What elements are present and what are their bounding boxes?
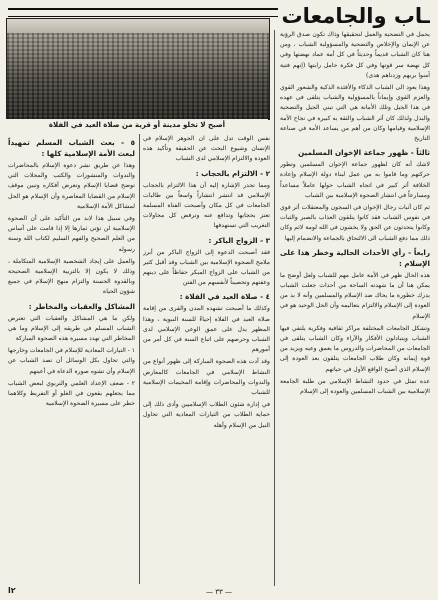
subheading: ٤ - صلاة العيد في الفلاة : (179, 292, 270, 302)
paragraph: لاشك أنه كان لظهور جماعة الإخوان المسلمين وتطور حركتهم وما قاموا به من عمل لبناء دولة الإسلام وإعادة الخلافة أثر كبير في اتجاه الشباب حولها عاملاً مساعداً ومسارعاً في انتشار الصحوة الإسلامية بين الشباب (280, 161, 430, 199)
paragraph: وتشكل الجامعات المختلفة مراكز ثقافية وفكرية يلتقي فيها الشباب ويتبادلون الأفكار والآراء وكان الشباب يتلقى في الجامعات من المحاضرات والدروس ما يعمق وعيه ويزيد من قوة إيمانه وكان طلاب الجامعات يتلقون بعد العودة إلى الإسلام الذي أصبح الواقع الأول في حياتهم (280, 324, 430, 373)
paragraph: ٢ - ضعف الإعداد العلمي والتربوي لبعض الشباب مما يجعلهم يقعون في الغلو أو التفريط وكلاهما خطر على مسيرة الصحوة الإسلامية (8, 379, 135, 408)
subheading: ٣ - الزواج الباكر : (208, 235, 270, 245)
subheading: المشاكل والعقبات والمخاطر : (28, 301, 135, 311)
column-middle (143, 134, 270, 586)
paragraph: ثم كان أثبات رجال الإخوان في السجون والمعتقلات أثر قوي في نفوس الشباب فقد كانوا يتلقون العذاب بالصبر والثبات وكانوا يتحدثون عن الحق ولا يخشون في الله لومة لائم وكان ذلك مما دفع الشباب الى الالتحاق بالجماعة والانضمام إليها (280, 204, 430, 242)
paragraph: ١ - التيارات المعادية للإسلام في الجامعات وخارجها والتي تحاول بكل الوسائل أن تصد الشباب عن الإسلام وأن تشوه صورة الدعاة في أعينهم (8, 347, 135, 375)
paragraph: وكذلك ما أصبحت تشهده المدن والقرى من إقامة صلاة العيد في الفلاة إحياءً للسنة النبوية ، وهذا المظهر يدل على عمق الوعي الإسلامي لدى الشباب وحرصهم على اتباع السنة في كل أمر من أمورهم (143, 305, 270, 354)
photo-caption: أصبح لا تخلو مدينة أو قرية من صلاة العيد في الفلاة (6, 119, 268, 131)
paragraph: ومما تجدر الإشارة إليه أن هذا الالتزام بالحجاب الإسلامي قد انتشر انتشاراً واسعاً بين طالبات الجامعات في كل مكان وأصبحت الفتاة المسلمة تعتز بحجابها وتدافع عنه وترفض كل محاولات التغريب التي تستهدفها (143, 181, 270, 230)
paragraph: فقد أصبحت الدعوة إلى الزواج الباكر من أبرز ملامح الصحوة الإسلامية بين الشباب وقد أقبل كثير من الشباب على الزواج المبكر حفاظاً على دينهم وعفتهم وتحصيناً لأنفسهم من الفتن (143, 248, 270, 287)
subheading: رابعاً - رأي الأحداث الحالية وخطر هذا على الإسلام : (280, 247, 430, 268)
corner-mark: ٢ا (8, 586, 16, 595)
paragraph: والعمل على إيجاد الشخصية الإسلامية المتكاملة ، وذلك لا يكون إلا بالتربية الإسلامية الصحيحة وبالقدوة الحسنة والتزام منهج الإسلام في جميع شؤون الحياة (8, 257, 135, 296)
photo-sky (7, 19, 269, 33)
paragraph: وهذا يعود الى الشباب الذكاء والأفئدة الذكية والشعور القوي والعزم القوي وإيماناً بالمسؤولية والشباب يتلقى في عهده في هذا الجيل وتلك الأمانة هي التي تبني الجيل والتضحية والبذل ولذلك كان أثر الشباب والثقة به كبيرة في نجاح الأمة الإسلامية وقيامها وكان من أهم من يساعد الأمة في صناعة التاريخ (280, 84, 430, 143)
column-left (8, 134, 135, 586)
subheading: ٢ - الالتزام بالحجاب : (195, 168, 270, 178)
paragraph: وهذا عن طريق نشر دعوة الإسلام بالمحاضرات والندوات والمنشورات والكتب والمجلات التي توضح قضايا الإسلام وتعرض أفكاره وتبين موقف الإسلام من القضايا المعاصرة وأن الإسلام هو الحل لمشاكل الأمة الإسلامية (8, 162, 135, 210)
paragraph: نفس الوقت تدل على ان الجوهر الإسلام في الإنسان وشيوع البحث عن الحقيقة وتأكيد هذه العودة والالتزام الإسلامي لدى الشباب (143, 135, 270, 163)
paragraph: ولكن ما هي المشاكل والعقبات التي تعترض الشباب المسلم في طريقه إلى الإسلام وما هي المخاطر التي تهدد مسيرة هذه الصحوة المباركة (8, 314, 135, 343)
paragraph: وقد أدت هذه الصحوة المباركة إلى ظهور أنواع من النشاط الإسلامي في الجامعات كالمعارض والندوات والمحاضرات وإقامة المخيمات الإسلامية للشباب (143, 358, 270, 397)
column-divider (274, 30, 275, 586)
feature-photo (6, 18, 270, 120)
paragraph: في إدارة شئون الطلاب الإسلاميين وأدى ذلك إلى حماية الطلاب من التيارات المعادية التي تحاول النيل من الإسلام وأهله (143, 401, 270, 429)
section-title: ـاب والجامعات (281, 4, 430, 28)
paragraph: عدة تمثل في حدود النشاط الإسلامي من طلبة الجامعة الإسلامية بين الشباب المسلمين والعودة إلى الإسلام (280, 377, 430, 396)
header-rule (8, 8, 278, 17)
subheading: ٥ - بعث الشباب المسلم تمهيداً لبعث الأمة الإسلامية كلها : (8, 138, 135, 158)
subheading: ثالثاً - ظهور جماعة الإخوان المسلمين (298, 148, 430, 158)
page-number: — ٣٣ — (206, 588, 232, 596)
column-right (280, 30, 430, 586)
paragraph: يحمل في التضحية والعمل لتحقيقها وذاك تكون صدق الرؤية عن الإيمان والإخلاص والتضحية والمسؤولية الشباب ، ومن هنا كان الشباب قديماً وحديثاً في كل أمة عماد نهضتها وفي كل نهضة سر قوتها وفي كل فكرة حامل رايتها (إنهم فتية آمنوا بربهم وزدناهم هدى) (280, 31, 430, 79)
paragraph: هذه الحال ظهر في الأمة عامل مهم للشباب ولعل أوضح ما يمكن هنا أن ما شهدته الساحة من أحداث جعلت الشباب يدرك خطورة ما يحاك ضد الإسلام والمسلمين وأنه لا بد من العودة إلى الإسلام والالتزام بتعاليمه وأن الحل الوحيد هو في الإسلام (280, 271, 430, 320)
column-divider (139, 134, 140, 584)
paragraph: وفي سبيل هذا لابد من التأكيد على أن الصحوة الإسلامية لن تؤتي ثمارها إلا إذا قامت على أساس من العلم الصحيح والفهم السليم لكتاب الله وسنة رسوله (8, 215, 135, 253)
